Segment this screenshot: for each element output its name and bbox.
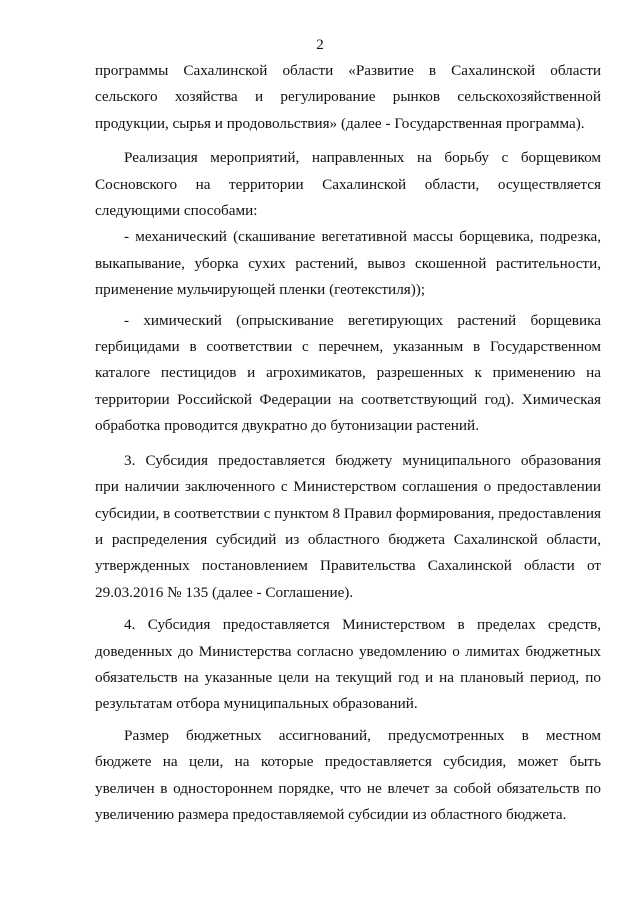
text-line: и распределения субсидий из областного бюджета Сахалинской области, bbox=[95, 530, 601, 548]
text-line: обязательств на указанные цели на текущий год и на плановый период, по bbox=[95, 668, 601, 686]
text-line: при наличии заключенного с Министерством соглашения о предоставлении bbox=[95, 478, 601, 496]
paragraph-mechanical-method bbox=[95, 224, 601, 303]
paragraph-chemical-method bbox=[95, 308, 601, 440]
text-line: увеличению размера предоставляемой субсидии из областного бюджета. bbox=[95, 805, 567, 823]
paragraph-measures-intro bbox=[95, 145, 601, 224]
text-line: выкапывание, уборка сухих растений, вывоз скошенной растительности, bbox=[95, 254, 601, 272]
text-line: утвержденных постановлением Правительства Сахалинской области от bbox=[95, 557, 601, 575]
text-line: обработка проводится двукратно до бутонизации растений. bbox=[95, 417, 479, 435]
paragraph-budget-size bbox=[95, 723, 601, 829]
text-line: следующими способами: bbox=[95, 202, 258, 220]
text-line: - химический (опрыскивание вегетирующих растений борщевика bbox=[124, 311, 601, 329]
text-line: увеличен в одностороннем порядке, что не влечет за собой обязательств по bbox=[95, 779, 601, 797]
text-line: программы Сахалинской области «Развитие в Сахалинской области bbox=[95, 62, 601, 79]
text-line: Размер бюджетных ассигнований, предусмотренных в местном bbox=[124, 726, 601, 744]
paragraph-clause-4 bbox=[95, 612, 601, 718]
text-line: 4. Субсидия предоставляется Министерством в пределах средств, bbox=[124, 616, 601, 634]
text-line: 3. Субсидия предоставляется бюджету муниципального образования bbox=[124, 451, 601, 469]
text-line: доведенных до Министерства согласно уведомлению о лимитах бюджетных bbox=[95, 642, 601, 660]
text-line: Сосновского на территории Сахалинской области, осуществляется bbox=[95, 175, 601, 193]
text-line: территории Российской Федерации на соответствующий год). Химическая bbox=[95, 390, 601, 408]
text-line: применение мульчирующей пленки (геотекстиля)); bbox=[95, 281, 426, 299]
text-line: 29.03.2016 № 135 (далее - Соглашение). bbox=[95, 583, 354, 601]
text-line: продукции, сырья и продовольствия» (далее - Государственная программа). bbox=[95, 114, 585, 132]
text-line: каталоге пестицидов и агрохимикатов, разрешенных к применению на bbox=[95, 364, 601, 382]
text-line: субсидии, в соответствии с пунктом 8 Правил формирования, предоставления bbox=[95, 504, 601, 522]
text-line: Реализация мероприятий, направленных на борьбу с борщевиком bbox=[124, 149, 601, 167]
text-line: - механический (скашивание вегетативной массы борщевика, подрезка, bbox=[124, 228, 601, 246]
text-line: сельского хозяйства и регулирование рынков сельскохозяйственной bbox=[95, 88, 601, 106]
paragraph-clause-3 bbox=[95, 448, 601, 606]
text-line: результатам отбора муниципальных образований. bbox=[95, 695, 418, 713]
page-number: 2 bbox=[316, 37, 324, 53]
document-body bbox=[95, 58, 601, 828]
text-line: гербицидами в соответствии с перечнем, указанным в Государственном bbox=[95, 338, 601, 356]
text-line: бюджете на цели, на которые предоставляется субсидия, может быть bbox=[95, 753, 601, 771]
paragraph-program-reference bbox=[95, 58, 601, 137]
